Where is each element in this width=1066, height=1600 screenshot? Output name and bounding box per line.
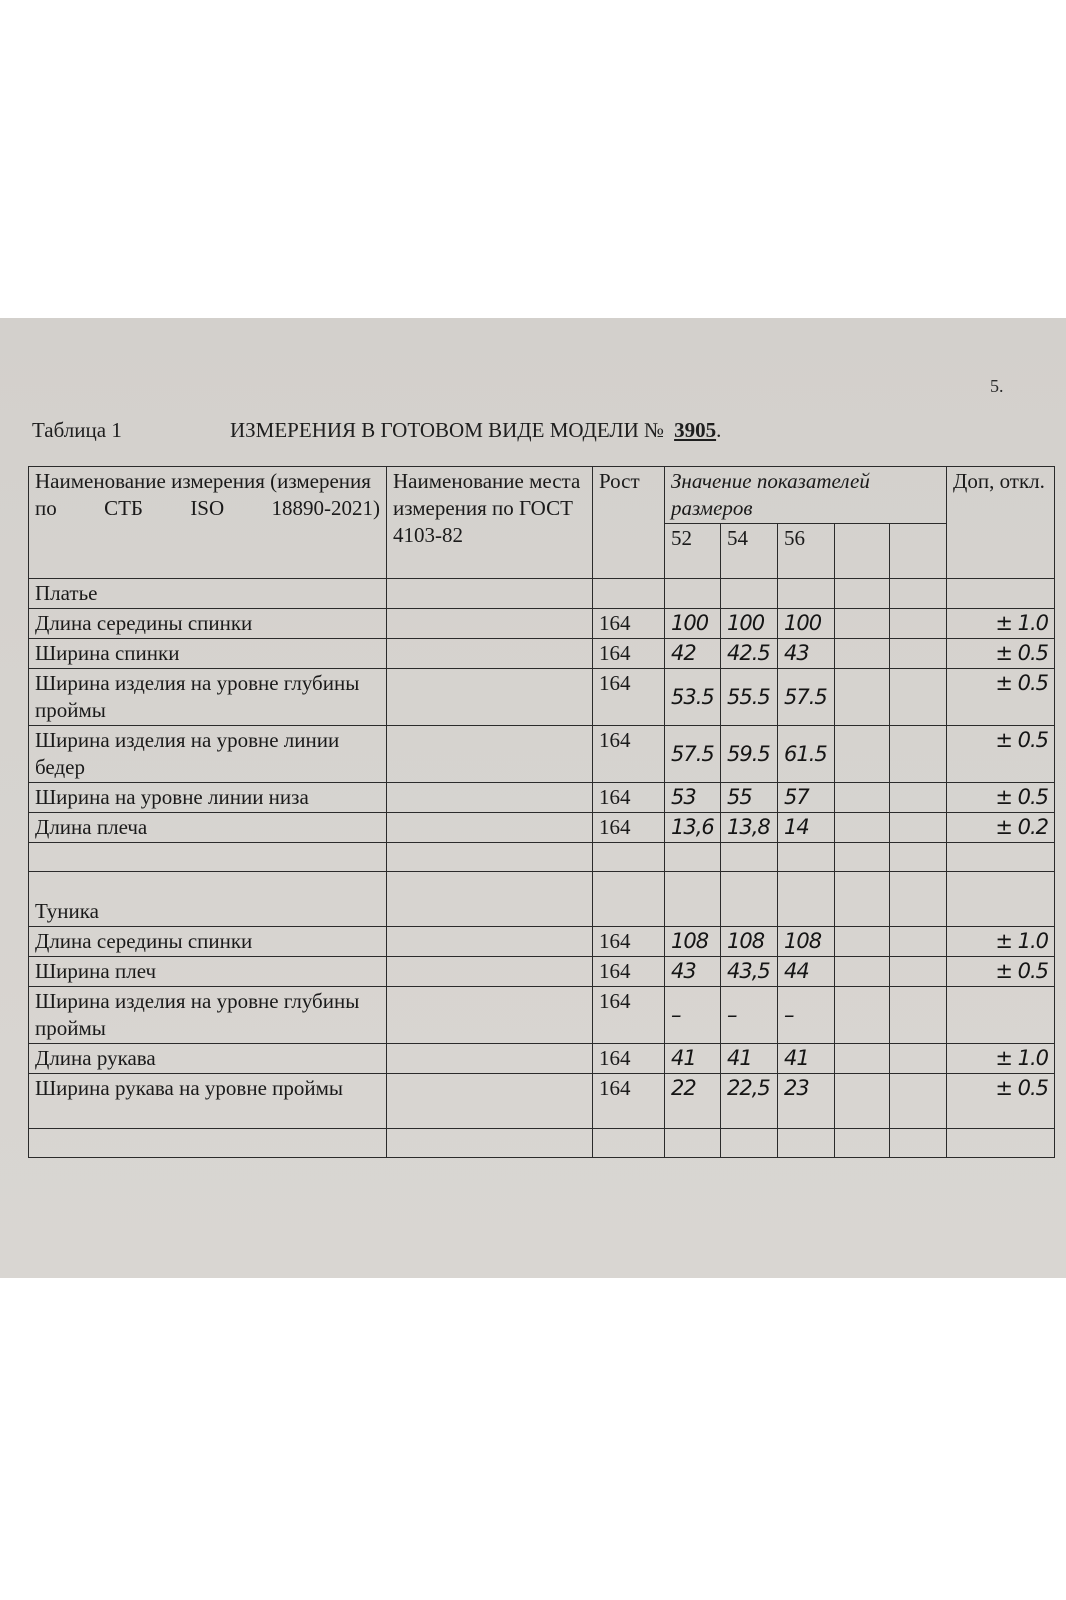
value-54: 41: [721, 1044, 778, 1074]
header-measure-name: Наименование измерения (измерения по СТБ ISO 18890-2021): [29, 467, 387, 579]
tolerance-value: ± 0.5: [947, 783, 1055, 813]
height-value: 164: [593, 639, 665, 669]
value-52: 41: [665, 1044, 721, 1074]
tolerance-value: ± 0.5: [947, 957, 1055, 987]
tolerance-value: ± 1.0: [947, 609, 1055, 639]
value-56: 108: [778, 927, 835, 957]
value-54: 108: [721, 927, 778, 957]
value-56: –: [778, 987, 835, 1044]
document-page: [0, 318, 1066, 1278]
measurements-table: [28, 466, 1055, 1158]
table-row: [29, 609, 1055, 639]
table-row: [29, 1074, 1055, 1129]
height-value: 164: [593, 783, 665, 813]
header-measure-place: Наименование места измерения по ГОСТ 4103-82: [387, 467, 593, 579]
value-56: 57.5: [778, 669, 835, 726]
measure-name: Ширина спинки: [29, 639, 387, 669]
value-52: 43: [665, 957, 721, 987]
height-value: 164: [593, 957, 665, 987]
table-label: Таблица 1: [32, 418, 122, 442]
height-value: 164: [593, 987, 665, 1044]
table-row: [29, 669, 1055, 726]
measure-name: Ширина плеч: [29, 957, 387, 987]
header-height: Рост: [593, 467, 665, 579]
value-56: 23: [778, 1074, 835, 1129]
measure-name: Длина плеча: [29, 813, 387, 843]
table-row: [29, 987, 1055, 1044]
value-54: 42.5: [721, 639, 778, 669]
section-title-tunic: Туника: [29, 872, 387, 927]
tolerance-value: ± 0.5: [947, 639, 1055, 669]
header-tolerance: Доп, откл.: [947, 467, 1055, 579]
tolerance-value: ± 0.5: [947, 726, 1055, 783]
header-size-52: 52: [665, 524, 721, 579]
height-value: 164: [593, 927, 665, 957]
value-56: 57: [778, 783, 835, 813]
value-52: 108: [665, 927, 721, 957]
value-56: 61.5: [778, 726, 835, 783]
table-row: [29, 639, 1055, 669]
header-size-54: 54: [721, 524, 778, 579]
title-text: ИЗМЕРЕНИЯ В ГОТОВОМ ВИДЕ МОДЕЛИ №: [230, 418, 665, 442]
tolerance-value: [947, 987, 1055, 1044]
measure-name: Длина рукава: [29, 1044, 387, 1074]
value-52: 22: [665, 1074, 721, 1129]
table-row: [29, 726, 1055, 783]
value-52: 13,6: [665, 813, 721, 843]
height-value: 164: [593, 1044, 665, 1074]
header-size-values: Значение показателей размеров: [665, 467, 947, 524]
tolerance-value: ± 1.0: [947, 1044, 1055, 1074]
value-54: 59.5: [721, 726, 778, 783]
tolerance-value: ± 0.2: [947, 813, 1055, 843]
value-56: 41: [778, 1044, 835, 1074]
tolerance-value: ± 0.5: [947, 669, 1055, 726]
measure-name: Ширина на уровне линии низа: [29, 783, 387, 813]
tolerance-value: ± 1.0: [947, 927, 1055, 957]
measure-name: Ширина изделия на уровне глубины проймы: [29, 987, 387, 1044]
value-56: 100: [778, 609, 835, 639]
height-value: 164: [593, 813, 665, 843]
value-52: 100: [665, 609, 721, 639]
value-52: 53.5: [665, 669, 721, 726]
measure-name: Ширина рукава на уровне проймы: [29, 1074, 387, 1129]
value-54: –: [721, 987, 778, 1044]
table-row: [29, 813, 1055, 843]
height-value: 164: [593, 726, 665, 783]
measure-name: Ширина изделия на уровне линии бедер: [29, 726, 387, 783]
value-52: 53: [665, 783, 721, 813]
table-row: [29, 1044, 1055, 1074]
value-52: 42: [665, 639, 721, 669]
measure-name: Длина середины спинки: [29, 927, 387, 957]
empty-row: [29, 1129, 1055, 1158]
value-54: 22,5: [721, 1074, 778, 1129]
value-54: 100: [721, 609, 778, 639]
title-trailing: .: [716, 418, 722, 442]
value-52: –: [665, 987, 721, 1044]
header-row: [29, 467, 1055, 524]
table-row: [29, 957, 1055, 987]
table-row: [29, 927, 1055, 957]
tolerance-value: ± 0.5: [947, 1074, 1055, 1129]
section-row: [29, 579, 1055, 609]
measure-name: Ширина изделия на уровне глубины проймы: [29, 669, 387, 726]
value-54: 13,8: [721, 813, 778, 843]
value-54: 55.5: [721, 669, 778, 726]
value-54: 43,5: [721, 957, 778, 987]
model-number: 3905: [674, 418, 717, 442]
table-title: [230, 418, 721, 443]
header-size-empty: [835, 524, 890, 579]
height-value: 164: [593, 669, 665, 726]
header-size-empty: [890, 524, 947, 579]
value-56: 14: [778, 813, 835, 843]
empty-row: [29, 843, 1055, 872]
value-52: 57.5: [665, 726, 721, 783]
height-value: 164: [593, 609, 665, 639]
table-row: [29, 783, 1055, 813]
value-54: 55: [721, 783, 778, 813]
page-number: 5.: [990, 376, 1004, 396]
height-value: 164: [593, 1074, 665, 1129]
value-56: 44: [778, 957, 835, 987]
header-size-56: 56: [778, 524, 835, 579]
value-56: 43: [778, 639, 835, 669]
measure-name: Длина середины спинки: [29, 609, 387, 639]
section-row: [29, 872, 1055, 927]
section-title-dress: Платье: [29, 579, 387, 609]
